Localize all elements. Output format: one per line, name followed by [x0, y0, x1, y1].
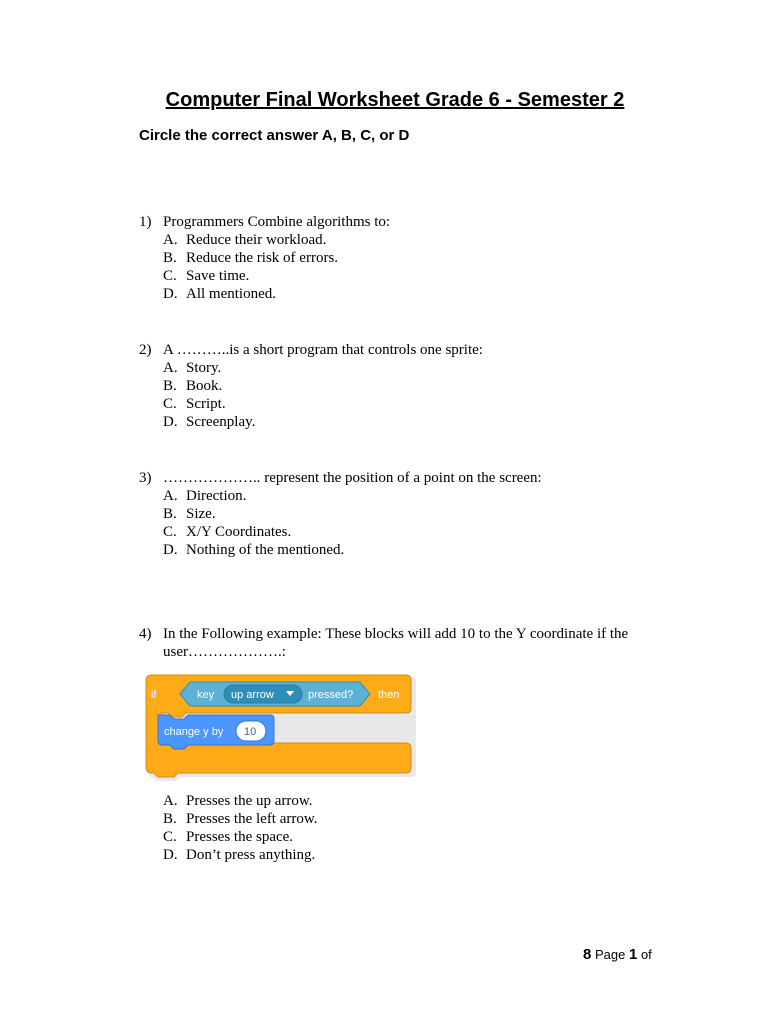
if-label: if — [151, 689, 157, 701]
option-letter: B. — [163, 811, 177, 827]
page-total: 8 — [583, 946, 592, 963]
worksheet-title: Computer Final Worksheet Grade 6 - Semester 2 — [165, 89, 625, 111]
option-c — [139, 828, 659, 846]
of-word: of — [640, 947, 652, 962]
then-label: then — [378, 689, 400, 701]
option-text: Direction. — [186, 488, 247, 504]
option-text: Screenplay. — [186, 414, 256, 430]
question-number: 2) — [139, 342, 152, 358]
option-letter: C. — [163, 396, 177, 412]
page-footer — [583, 946, 652, 963]
option-text: All mentioned. — [186, 286, 276, 302]
option-letter: B. — [163, 506, 177, 522]
question-4 — [139, 625, 651, 661]
option-letter: A. — [163, 232, 178, 248]
question-number: 1) — [139, 214, 152, 230]
option-text: Presses the space. — [186, 829, 294, 845]
change-value: 10 — [244, 726, 257, 738]
option-text: Size. — [186, 506, 216, 522]
page-number: 1 — [628, 946, 638, 963]
question-4-options — [139, 792, 659, 864]
option-text: Reduce the risk of errors. — [186, 250, 339, 266]
option-text: Book. — [186, 378, 223, 394]
option-c — [139, 267, 659, 285]
option-letter: A. — [163, 360, 178, 376]
page-word: Page — [594, 947, 626, 962]
option-b — [139, 810, 659, 828]
option-a — [139, 487, 659, 505]
option-d — [139, 846, 659, 864]
option-letter: D. — [163, 847, 178, 863]
option-d — [139, 541, 659, 559]
option-letter: A. — [163, 793, 178, 809]
option-c — [139, 395, 659, 413]
question-number: 3) — [139, 470, 152, 486]
question-1 — [139, 213, 659, 303]
option-b — [139, 505, 659, 523]
option-text: Reduce their workload. — [186, 232, 327, 248]
option-text: X/Y Coordinates. — [186, 524, 292, 540]
option-d — [139, 285, 659, 303]
option-text: Story. — [186, 360, 222, 376]
question-text: In the Following example: These blocks will add 10 to the Y coordinate if the user……………….: — [163, 626, 629, 660]
pressed-label: pressed? — [308, 689, 354, 701]
option-letter: C. — [163, 524, 177, 540]
question-text: A ………..is a short program that controls one sprite: — [163, 342, 483, 358]
option-b — [139, 249, 659, 267]
question-3 — [139, 469, 659, 559]
option-letter: D. — [163, 414, 178, 430]
option-a — [139, 792, 659, 810]
instruction-text: Circle the correct answer A, B, C, or D — [139, 127, 410, 144]
option-letter: B. — [163, 378, 177, 394]
option-d — [139, 413, 659, 431]
option-letter: A. — [163, 488, 178, 504]
change-y-label: change y by — [164, 726, 224, 738]
question-text: Programmers Combine algorithms to: — [163, 214, 391, 230]
option-letter: C. — [163, 829, 177, 845]
question-text: ……………….. represent the position of a point on the screen: — [163, 470, 542, 486]
question-2 — [139, 341, 659, 431]
option-letter: C. — [163, 268, 177, 284]
question-number: 4) — [139, 626, 152, 642]
option-c — [139, 523, 659, 541]
option-text: Script. — [186, 396, 226, 412]
option-text: Presses the left arrow. — [186, 811, 318, 827]
option-letter: B. — [163, 250, 177, 266]
option-text: Presses the up arrow. — [186, 793, 313, 809]
option-text: Don’t press anything. — [186, 847, 316, 863]
option-b — [139, 377, 659, 395]
option-letter: D. — [163, 542, 178, 558]
option-a — [139, 359, 659, 377]
option-text: Nothing of the mentioned. — [186, 542, 345, 558]
option-letter: D. — [163, 286, 178, 302]
option-a — [139, 231, 659, 249]
scratch-if-block-illustration — [144, 673, 416, 781]
key-label: key — [197, 689, 215, 701]
option-text: Save time. — [186, 268, 250, 284]
key-value: up arrow — [231, 689, 274, 701]
